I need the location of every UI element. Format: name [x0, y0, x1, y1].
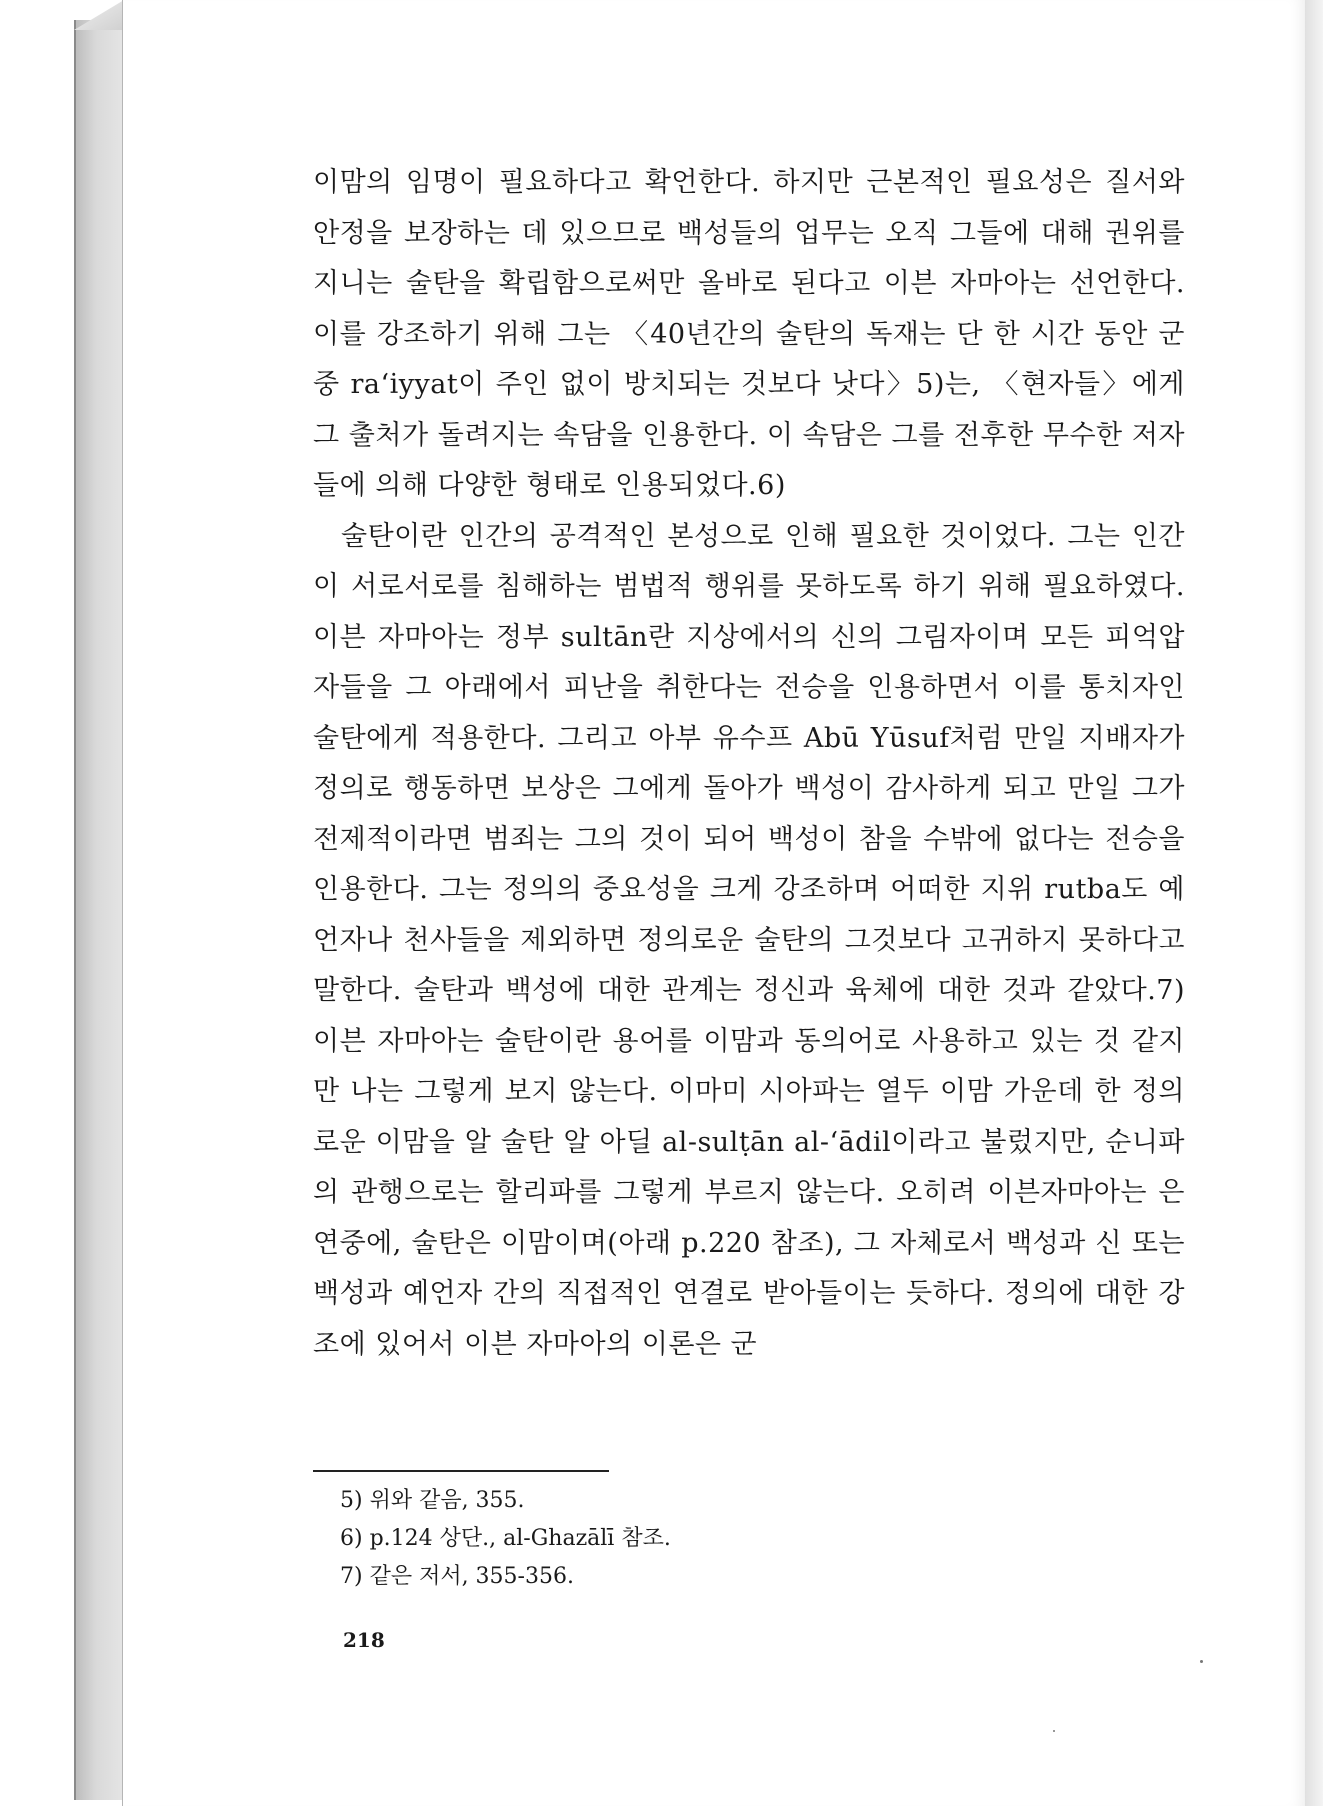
- paragraph-1: 이맘의 임명이 필요하다고 확언한다. 하지만 근본적인 필요성은 질서와 안정을 보장하는 데 있으므로 백성들의 업무는 오직 그들에 대해 권위를 지니는 술탄을 확립함으로써만 올바로 된다고 이븐 자마아는 선언한다. 이를 강조하기 위해 그는 〈40년간의 술탄의 독재는 단 한 시간 동안 군중 ra‘iyyat이 주인 없이 방치되는 것보다 낫다〉5)는, 〈현자들〉에게 그 출처가 돌려지는 속담을 인용한다. 이 속담은 그를 전후한 무수한 저자들에 의해 다양한 형태로 인용되었다.6): [313, 167, 1185, 501]
- footnote-5: 5) 위와 같음, 355.: [340, 1488, 525, 1513]
- footnotes: [340, 1482, 1140, 1596]
- footnote-6: 6) p.124 상단., al-Ghazālī 참조.: [340, 1526, 671, 1551]
- footnote-divider: [313, 1470, 609, 1472]
- main-text: [313, 158, 1185, 1370]
- page-edge-shadow: [1305, 0, 1323, 1806]
- scan-speck: [1053, 1730, 1055, 1732]
- book-spine-edge: [74, 20, 126, 1800]
- scan-speck: [1200, 1660, 1203, 1663]
- page-number: 218: [343, 1628, 385, 1652]
- footnote-7: 7) 같은 저서, 355-356.: [340, 1564, 574, 1589]
- paragraph-2: 술탄이란 인간의 공격적인 본성으로 인해 필요한 것이었다. 그는 인간이 서로서로를 침해하는 범법적 행위를 못하도록 하기 위해 필요하였다. 이븐 자마아는 정부 sultān란 지상에서의 신의 그림자이며 모든 피억압자들을 그 아래에서 피난을 취한다는 전승을 인용하면서 이를 통치자인 술탄에게 적용한다. 그리고 아부 유수프 Abū Yūsuf처럼 만일 지배자가 정의로 행동하면 보상은 그에게 돌아가 백성이 감사하게 되고 만일 그가 전제적이라면 범죄는 그의 것이 되어 백성이 참을 수밖에 없다는 전승을 인용한다. 그는 정의의 중요성을 크게 강조하며 어떠한 지위 rutba도 예언자나 천사들을 제외하면 정의로운 술탄의 그것보다 고귀하지 못하다고 말한다. 술탄과 백성에 대한 관계는 정신과 육체에 대한 것과 같았다.7) 이븐 자마아는 술탄이란 용어를 이맘과 동의어로 사용하고 있는 것 같지만 나는 그렇게 보지 않는다. 이마미 시아파는 열두 이맘 가운데 한 정의로운 이맘을 알 술탄 알 아딜 al-sulṭān al-‘ādil이라고 불렀지만, 순니파의 관행으로는 할리파를 그렇게 부르지 않는다. 오히려 이븐자마아는 은연중에, 술탄은 이맘이며(아래 p.220 참조), 그 자체로서 백성과 신 또는 백성과 예언자 간의 직접적인 연결로 받아들이는 듯하다. 정의에 대한 강조에 있어서 이븐 자마아의 이론은 군: [313, 520, 1185, 1360]
